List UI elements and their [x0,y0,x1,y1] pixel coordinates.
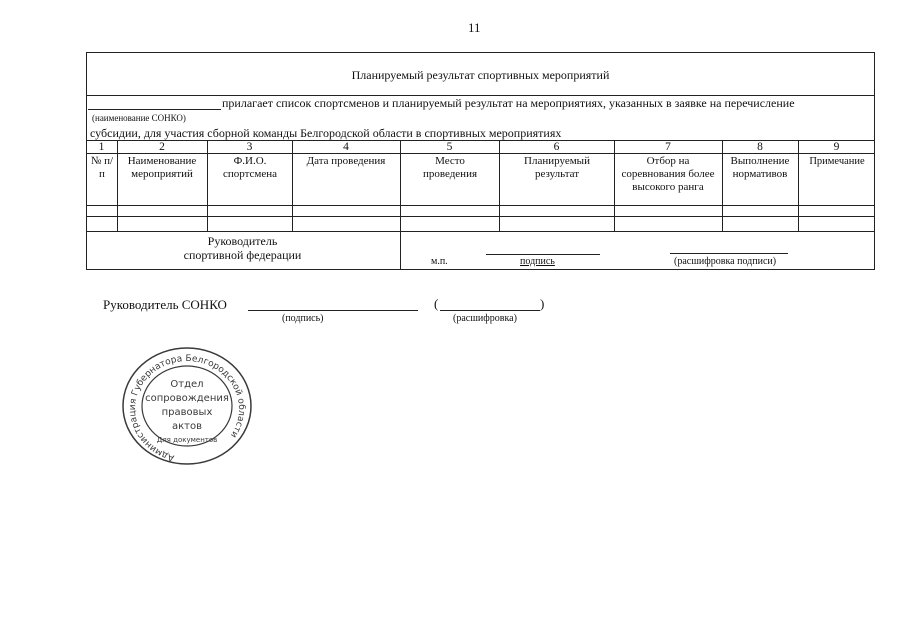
org-name-caption: (наименование СОНКО) [92,113,186,123]
colnum-8: 8 [757,141,763,153]
col-header-standards: Выполнение нормативов [730,155,790,180]
colnum-divider [86,153,875,154]
col-header-number: № п/п [90,155,114,180]
colnum-9: 9 [833,141,840,153]
col-header-place: Место проведения [422,155,478,180]
stamp-bottom-text: Для документов [156,436,218,444]
stamp-line-2: сопровождения [145,393,229,404]
federation-decoding-line [670,253,788,254]
col-header-date: Дата проведения [306,155,386,167]
col-separator [292,140,293,231]
colnum-7: 7 [665,141,671,153]
sonko-paren-close: ) [540,296,545,311]
page-number: 11 [468,20,481,35]
sonko-decoding-line [440,310,540,311]
federation-head-label-2: спортивной федерации [183,248,302,262]
col-header-athlete: Ф.И.О. спортсмена [222,155,278,180]
col-separator [117,140,118,231]
federation-signature-line [486,254,600,255]
sonko-paren-open: ( [434,296,439,311]
federation-decoding-caption: (расшифровка подписи) [674,256,777,267]
org-name-blank [88,109,221,110]
official-stamp [120,345,254,468]
sonko-decoding-caption: (расшифровка) [453,313,517,324]
col-separator [499,140,500,231]
row-divider-2 [86,231,875,232]
stamp-inner-ring [142,366,232,446]
col-header-planned-result: Планируемый результат [524,155,590,180]
colnum-1: 1 [98,141,105,153]
sonko-head-label: Руководитель СОНКО [103,297,227,312]
colnum-6: 6 [553,141,560,153]
row-divider-1 [86,216,875,217]
col-header-selection: Отбор на соревнования более высокого ранга [621,155,715,193]
col-header-event-name: Наименование мероприятий [127,155,197,180]
colnum-2: 2 [159,141,165,153]
col-separator [207,140,208,231]
sonko-signature-line [248,310,418,311]
sonko-signature-caption: (подпись) [282,313,324,324]
stamp-line-1: Отдел [170,379,204,390]
intro-line-2: субсидии, для участия сборной команды Белгородской области в спортивных мероприятиях [90,126,562,140]
col-separator [400,140,401,270]
colnum-4: 4 [343,141,349,153]
colnum-5: 5 [446,141,453,153]
col-separator [722,140,723,231]
form-title: Планируемый результат спортивных мероприятий [351,68,610,82]
colnum-3: 3 [246,141,253,153]
col-header-notes: Примечание [809,156,865,167]
federation-signature-caption: подпись [520,256,555,267]
stamp-line-4: актов [171,421,203,432]
intro-line-1: прилагает список спортсменов и планируемый результат на мероприятиях, указанных в заявке на перечисление [222,96,795,110]
stamp-line-3: правовых [161,407,213,418]
stamp-place-mark: м.п. [431,256,448,267]
col-separator [798,140,799,231]
federation-head-label: Руководитель [207,234,278,248]
col-separator [614,140,615,231]
header-bottom-line [86,205,875,206]
stamp-ring-text: Администрация Губернатора Белгородской области [127,353,247,463]
